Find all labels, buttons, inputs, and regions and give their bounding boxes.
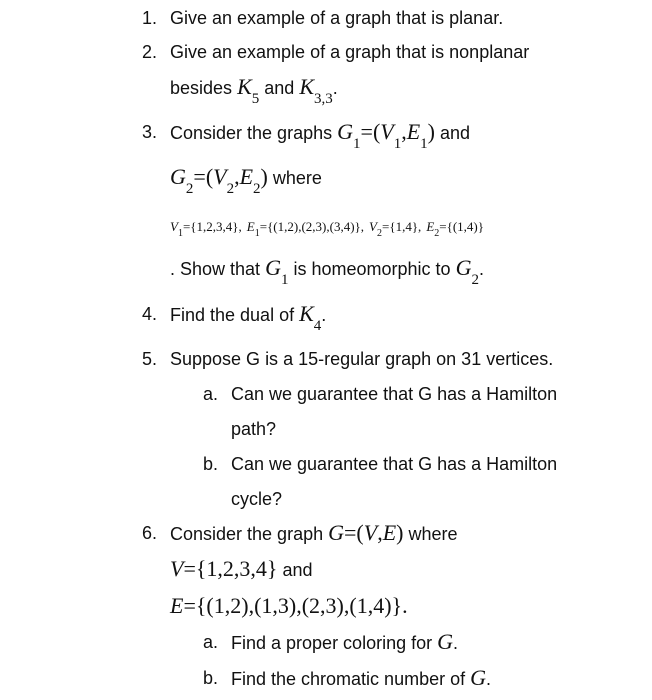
q1-number: 1. — [142, 8, 158, 28]
q3-line4: . Show that $G_1$ is homeomorphic to $G_2$. — [170, 255, 484, 288]
q2-line2: besides $K_5$ and $K_{3,3}$. — [170, 74, 338, 107]
q6a-text: Find a proper coloring for G. — [231, 629, 459, 654]
q6b-label: b. — [203, 668, 219, 688]
q4-number: 4. — [142, 304, 158, 324]
q6-number: 6. — [142, 523, 158, 543]
q3-line1: Consider the graphs $G_1=(V_1,E_1)$ and — [170, 119, 471, 152]
q3-set-definitions: $V_1=\{1,2,3,4\}$, $E_1=\{(1,2),(2,3),(3,4)\}$, $V_2=\{1,4\}$, $E_2=\{(1,4)\}$ — [170, 219, 485, 239]
q2-number: 2. — [142, 42, 158, 62]
q3-number: 3. — [142, 122, 158, 142]
q1-text: Give an example of a graph that is planar. — [170, 8, 504, 28]
q2-line1: Give an example of a graph that is nonplanar — [170, 42, 530, 62]
q5b-line1: Can we guarantee that G has a Hamilton — [231, 454, 558, 474]
q5a-line2: path? — [231, 419, 277, 439]
q5-text: Suppose G is a 15-regular graph on 31 vertices. — [170, 349, 554, 369]
q5a-label: a. — [203, 384, 219, 404]
q6-line1: Consider the graph G=(V,E) where — [170, 520, 458, 545]
q4-text: Find the dual of $K_4$. — [170, 301, 327, 334]
q6-vertex-set: V={1,2,3,4} and — [170, 556, 313, 581]
k33-symbol: K — [299, 74, 315, 99]
k5-symbol: K — [237, 74, 252, 99]
q5a-line1: Can we guarantee that G has a Hamilton — [231, 384, 558, 404]
q6-edge-set: E={(1,2),(1,3),(2,3),(1,4)}. — [170, 593, 408, 618]
q6b-text: Find the chromatic number of G. — [231, 665, 492, 690]
q5-number: 5. — [142, 349, 158, 369]
q5b-label: b. — [203, 454, 219, 474]
q3-line2: $G_2=(V_2,E_2)$ where — [170, 164, 322, 197]
q6a-label: a. — [203, 632, 219, 652]
q5b-line2: cycle? — [231, 489, 283, 509]
